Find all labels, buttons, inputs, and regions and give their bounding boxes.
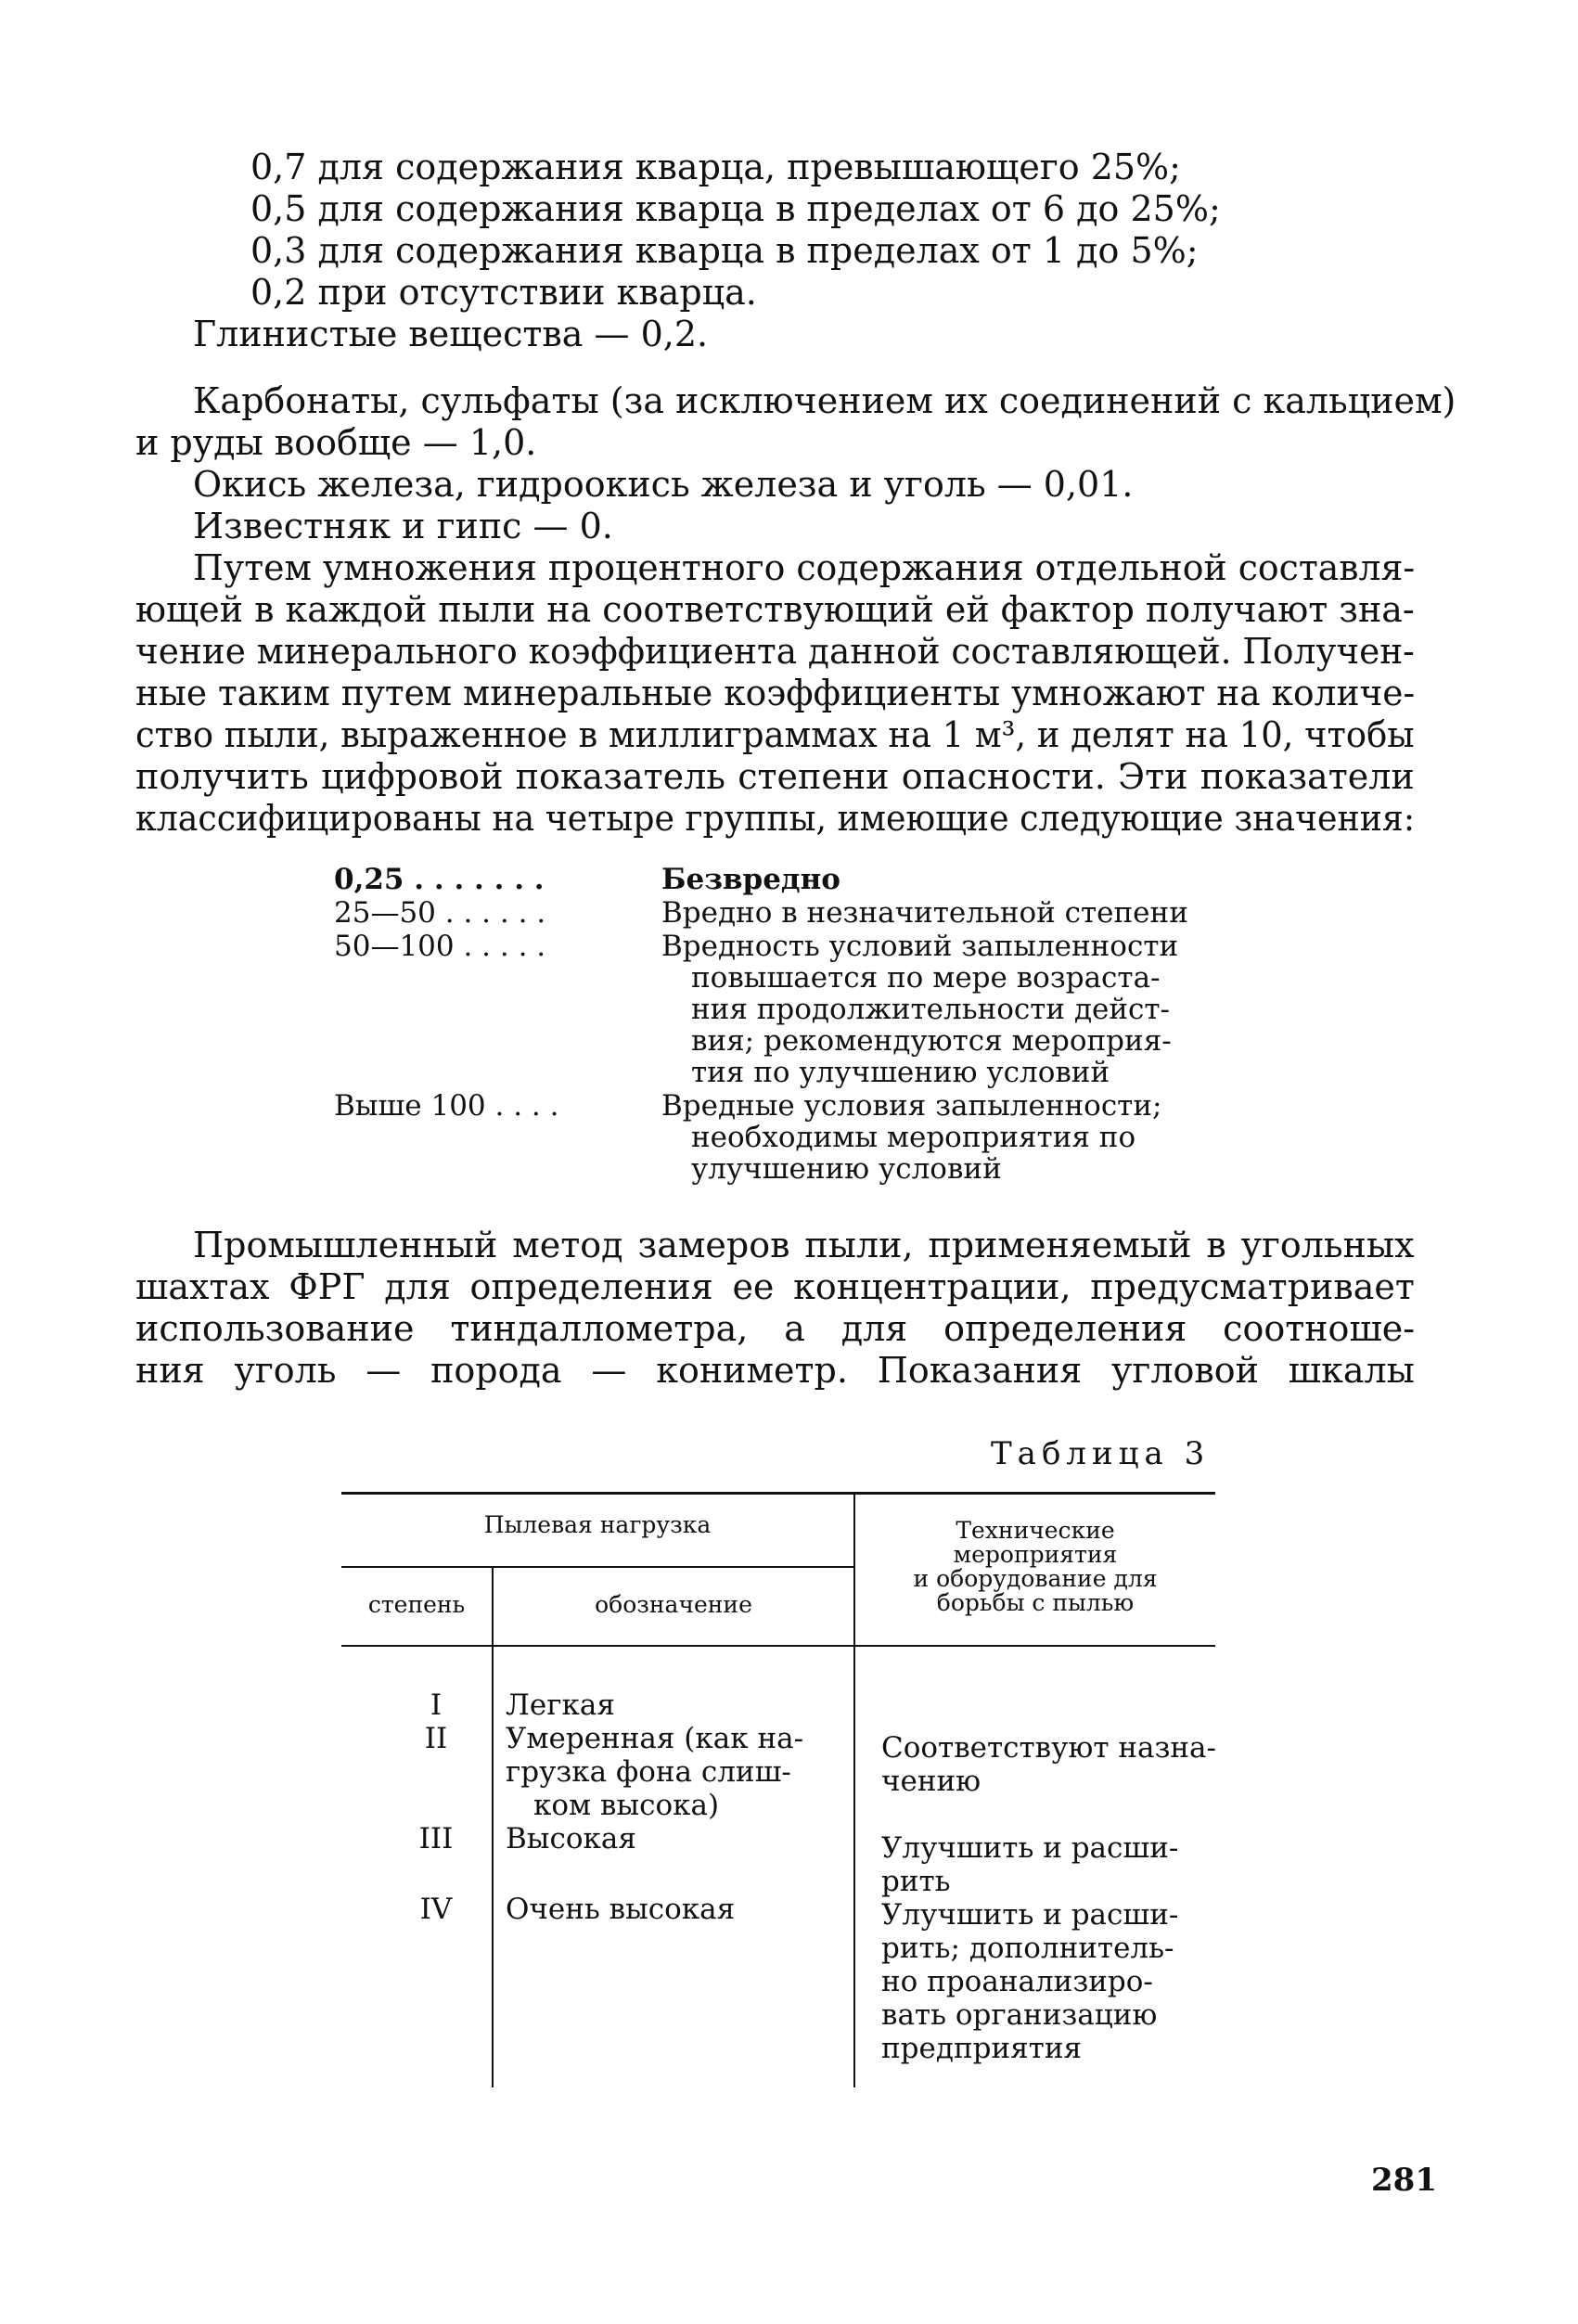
column-header-measures: Технические [956,1517,1115,1544]
paragraph-line: ные таким путем минеральные коэффициенты умножают на количе- [135,673,1416,713]
class-desc: повышается по мере возраста- [691,961,1161,995]
row-degree: I [430,1688,443,1722]
limestone-line: Известняк и гипс — 0. [193,506,613,546]
row-measures: Улучшить и расши- [881,1831,1179,1865]
quartz-factor-line: 0,5 для содержания кварца в пределах от 6 до 25%; [250,188,1221,229]
paragraph-line: Путем умножения процентного содержания отдельной составля- [193,547,1416,588]
carbonates-line: и руды вообще — 1,0. [135,422,537,463]
paragraph-line: ство пыли, выраженное в миллиграммах на 1 м³, и делят на 10, чтобы [135,714,1415,755]
column-header-designation: обозначение [595,1591,752,1618]
row-designation: Очень высокая [506,1893,736,1926]
header-bottom-rule [341,1645,1215,1647]
header-group-rule [341,1566,853,1568]
column-header-degree: степень [367,1591,466,1618]
row-degree: II [424,1722,448,1755]
paragraph-line: ния уголь — порода — кониметр. Показания угловой шкалы [135,1350,1415,1391]
paragraph-line: шахтах ФРГ для определения ее концентрации, предусматривает [135,1266,1415,1307]
row-measures: но проанализиро- [881,1965,1153,1998]
row-degree: IV [419,1893,453,1926]
paragraph-line: чение минерального коэффициента данной составляющей. Получен- [135,631,1415,672]
class-desc: Безвредно [661,863,840,896]
class-desc: тия по улучшению условий [691,1056,1110,1089]
row-designation: Высокая [506,1822,636,1855]
class-desc: необходимы мероприятия по [691,1121,1136,1154]
paragraph-line: классифицированы на четыре группы, имеющие следующие значения: [135,798,1416,839]
row-measures: Улучшить и расши- [881,1898,1179,1932]
iron-oxide-line: Окись железа, гидроокись железа и уголь — 0,01. [193,464,1134,505]
class-range: 0,25 . . . . . . . [334,863,545,896]
paragraph-line: Промышленный метод замеров пыли, применяемый в угольных [193,1225,1415,1265]
column-divider [492,1568,494,2087]
carbonates-line: Карбонаты, сульфаты (за исключением их соединений с кальцием) [193,380,1456,421]
column-header-measures: борьбы с пылью [936,1589,1135,1616]
paragraph-line: ющей в каждой пыли на соответствующий ей фактор получают зна- [135,589,1415,630]
class-desc: вия; рекомендуются мероприя- [691,1024,1172,1058]
row-designation: грузка фона слиш- [506,1755,791,1789]
class-range: 50—100 . . . . . [334,930,546,963]
row-measures: вать организацию [881,1998,1158,2032]
page-number: 281 [1371,2162,1437,2199]
class-range: Выше 100 . . . . [334,1089,559,1123]
quartz-factor-line: 0,7 для содержания кварца, превышающего 25%; [250,147,1181,187]
class-desc: Вредные условия запыленности; [661,1089,1162,1123]
row-degree: III [418,1822,454,1855]
row-measures: предприятия [881,2032,1083,2065]
class-desc: ния продолжительности дейст- [691,993,1171,1026]
table-caption: Таблица 3 [991,1435,1211,1472]
row-measures: Соответствуют назна- [881,1731,1217,1765]
class-desc: Вредность условий запыленности [661,930,1179,963]
row-measures: чению [881,1765,981,1798]
row-measures: рить [881,1865,951,1898]
class-desc: улучшению условий [691,1152,1002,1186]
class-range: 25—50 . . . . . . [334,896,546,930]
quartz-factor-line: 0,2 при отсутствии кварца. [250,272,757,313]
paragraph-line: использование тиндаллометра, а для определения соотноше- [135,1308,1416,1349]
column-header-measures: и оборудование для [913,1565,1158,1592]
column-header-measures: мероприятия [953,1541,1118,1568]
quartz-factor-line: 0,3 для содержания кварца в пределах от 1 до 5%; [250,230,1199,271]
paragraph-line: получить цифровой показатель степени опасности. Эти показатели [135,756,1415,797]
row-designation: Легкая [506,1688,615,1722]
header-group-label: Пылевая нагрузка [483,1511,712,1538]
table-top-rule [341,1492,1215,1495]
row-measures: рить; дополнитель- [881,1932,1174,1965]
row-designation: ком высока) [533,1789,720,1822]
row-designation: Умеренная (как на- [506,1722,804,1755]
clay-factor-line: Глинистые вещества — 0,2. [193,314,709,354]
class-desc: Вредно в незначительной степени [661,896,1188,930]
